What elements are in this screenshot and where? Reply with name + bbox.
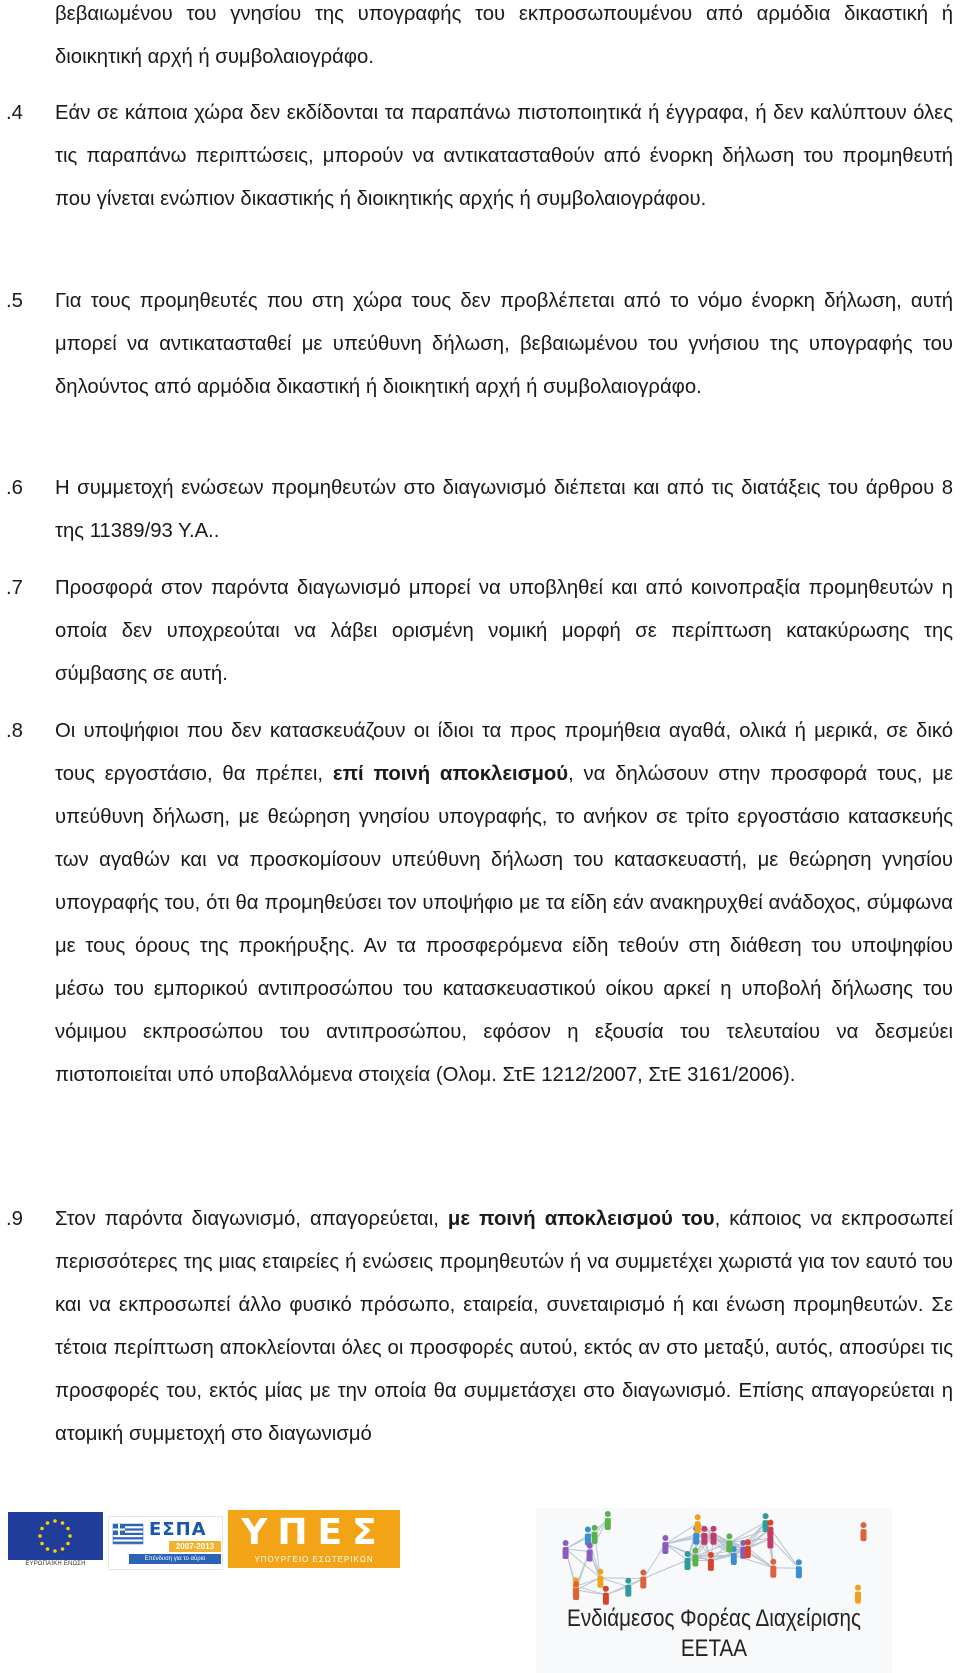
person-figure [770, 1559, 776, 1578]
person-figure [745, 1539, 751, 1558]
paragraph-5 [0, 280, 960, 409]
person-figure [563, 1540, 569, 1559]
paragraph-7 [0, 567, 960, 696]
eu-star [46, 1547, 50, 1551]
paragraph-number: .6 [6, 477, 23, 499]
person-figure [625, 1578, 631, 1597]
person-figure [603, 1586, 609, 1605]
eu-star [61, 1521, 65, 1525]
eetaa-caption: Ενδιάμεσος Φορέας Διαχείρισης ΕΕΤΑΑ [567, 1605, 861, 1662]
paragraph-9 [0, 1198, 960, 1456]
person-figure [597, 1569, 603, 1588]
network-link [600, 1578, 643, 1579]
person-figure [695, 1514, 701, 1533]
eu-stars-graphic [8, 1512, 103, 1560]
eetaa-logo [536, 1508, 892, 1673]
network-link [566, 1549, 590, 1552]
paragraph-number: .9 [6, 1208, 23, 1230]
paragraph-number: .7 [6, 577, 23, 599]
person-figure [726, 1533, 732, 1552]
network-link [606, 1587, 628, 1595]
bold-emphasis: με ποινή αποκλεισμού του [447, 1208, 715, 1230]
espa-word: ΕΣΠΑ [149, 1519, 207, 1540]
paragraph-number: .5 [6, 290, 23, 312]
eu-star [46, 1521, 50, 1525]
person-figure [685, 1551, 691, 1570]
eu-star [66, 1527, 70, 1531]
eu-star [68, 1534, 72, 1538]
network-link [566, 1549, 601, 1578]
network-link [643, 1560, 687, 1579]
espa-slogan: Επένδυση για το αύριο [129, 1554, 221, 1564]
network-link [748, 1548, 774, 1568]
paragraph-4 [0, 92, 960, 221]
espa-logo [108, 1516, 223, 1570]
person-figure [662, 1535, 668, 1554]
paragraph-text: βεβαιωμένου του γνησίου της υπογραφής του εκπροσωπουμένου από αρμόδια δικαστική ή διοικητική αρχή ή συμβολαιογράφο. [55, 3, 953, 68]
person-figure [640, 1570, 646, 1589]
eu-star [61, 1547, 65, 1551]
eu-star [38, 1534, 42, 1538]
eu-caption: ΕΥΡΩΠΑΪΚΗ ΕΝΩΣΗ [25, 1561, 86, 1567]
person-figure [767, 1530, 773, 1549]
eu-flag-icon [8, 1512, 103, 1560]
paragraph-text-part: Οι υποψήφιοι που δεν κατασκευάζουν οι ίδιοι τα προς προμήθεια αγαθά, ολικά ή μερικά, σε δικό τους εργοστάσιο, θα πρέπει, [55, 720, 953, 785]
paragraph-text: Η συμμετοχή ενώσεων προμηθευτών στο διαγωνισμό διέπεται και από τις διατάξεις του άρθρου 8 της 11389/93 Υ.Α.. [55, 477, 953, 542]
paragraph-text [55, 1198, 953, 1456]
eu-star [66, 1542, 70, 1546]
person-figure [855, 1585, 861, 1604]
person-figure [796, 1559, 802, 1578]
person-figure [708, 1552, 714, 1571]
person-figure [592, 1525, 598, 1544]
paragraph-text-part: Στον παρόντα διαγωνισμό, απαγορεύεται, [55, 1208, 448, 1230]
eu-star [53, 1549, 57, 1553]
person-figure [701, 1526, 707, 1545]
network-link [643, 1544, 665, 1579]
paragraph-text: Εάν σε κάποια χώρα δεν εκδίδονται τα παραπάνω πιστοποιητικά ή έγγραφα, ή δεν καλύπτουν όλες τις παραπάνω περιπτώσεις, μπορούν να αντικατασταθούν από ένορκη δήλωση του προμηθευτή που γίνεται ενώπιον δικαστικής ή διοικητικής αρχής ή συμβολαιογράφου. [55, 102, 953, 210]
paragraph-text-part: , να δηλώσουν στην προσφορά τους, με υπεύθυνη δήλωση, με θεώρηση γνησίου υπογραφής, το ανήκον σε τρίτο εργοστάσιο κατασκευής των αγαθών και να προσκομίσουν υπεύθυνη δήλωση του κατασκευαστή, με θεώρηση γνησίου υπογραφής του, ότι θα προμηθεύσει τον υποψήφιο με τα είδη εάν ανακηρυχθεί ανάδοχος, σύμφωνα με τους όρους της προκήρυξης. Αν τα προσφερόμενα είδη τεθούν στη διάθεση του υποψηφίου μέσω του εμπορικού αντιπροσώπου του κατασκευαστικού οίκου αρκεί η υποβολή δήλωσης του νόμιμου εκπροσώπου του αντιπροσώπου, εφόσον η εξουσία του τελευταίου να δεσμεύει πιστοποιείται υπό υποβαλλόμενα στοιχεία (Ολομ. ΣτΕ 1212/2007, ΣτΕ 3161/2006). [55, 763, 954, 1086]
ypes-subtitle: ΥΠΟΥΡΓΕΙΟ ΕΣΩΤΕΡΙΚΩΝ [254, 1555, 374, 1564]
bold-emphasis: επί ποινή αποκλεισμού [332, 763, 569, 785]
paragraph-text: Προσφορά στον παρόντα διαγωνισμό μπορεί να υποβληθεί και από κοινοπραξία προμηθευτών η οποία δεν υποχρεούται να λάβει ορισμένη νομική μορφή σε περίπτωση κατακύρωσης της σύμβασης σε αυτή. [55, 577, 953, 685]
person-figure [587, 1543, 593, 1562]
paragraph-6 [0, 467, 960, 553]
paragraph-number: .8 [6, 720, 23, 742]
person-figure [711, 1526, 717, 1545]
person-figure [692, 1548, 698, 1567]
paragraph-text: Για τους προμηθευτές που στη χώρα τους δεν προβλέπεται από το νόμο ένορκη δήλωση, αυτή μπορεί να αντικατασταθεί με υπεύθυνη δήλωση, βεβαιωμένου του γνήσιου της υπογραφής του δηλούντος από αρμόδια δικαστική ή διοικητική αρχή ή συμβολαιογράφο. [55, 290, 953, 398]
eu-star [53, 1519, 57, 1523]
paragraph-8 [0, 710, 960, 1097]
paragraph-text [55, 710, 953, 1097]
eu-star [40, 1542, 44, 1546]
footer-logos [0, 1508, 960, 1673]
paragraph-text-part: , κάποιος να εκπροσωπεί περισσότερες της μιας εταιρείες ή ενώσεις προμηθευτών ή να συμμετέχει χωριστά για τον εαυτό του και να εκπροσωπεί άλλο φυσικό πρόσωπο, εταιρεία, συνεταιρισμό ή και ένωση προμηθευτών. Σε τέτοια περίπτωση αποκλείονται όλες οι προσφορές αυτού, εκτός αν στο μεταξύ, αυτός, αποσύρει τις προσφορές του, εκτός μίας με την οποία θα συμμετάσχει στο διαγωνισμό. Επίσης απαγορεύεται η ατομική συμμετοχή στο διαγωνισμό [55, 1208, 953, 1445]
person-figure [605, 1511, 611, 1530]
person-figure [767, 1520, 773, 1539]
person-figure [861, 1522, 867, 1541]
ypes-word: ΥΠΕΣ [241, 1512, 387, 1553]
espa-years: 2007-2013 [169, 1541, 221, 1552]
paragraph-number: .4 [6, 102, 23, 124]
person-figure [573, 1581, 579, 1600]
ypes-logo [228, 1510, 400, 1568]
network-link [600, 1578, 628, 1587]
paragraph-continued [0, 0, 960, 79]
eu-star [40, 1527, 44, 1531]
